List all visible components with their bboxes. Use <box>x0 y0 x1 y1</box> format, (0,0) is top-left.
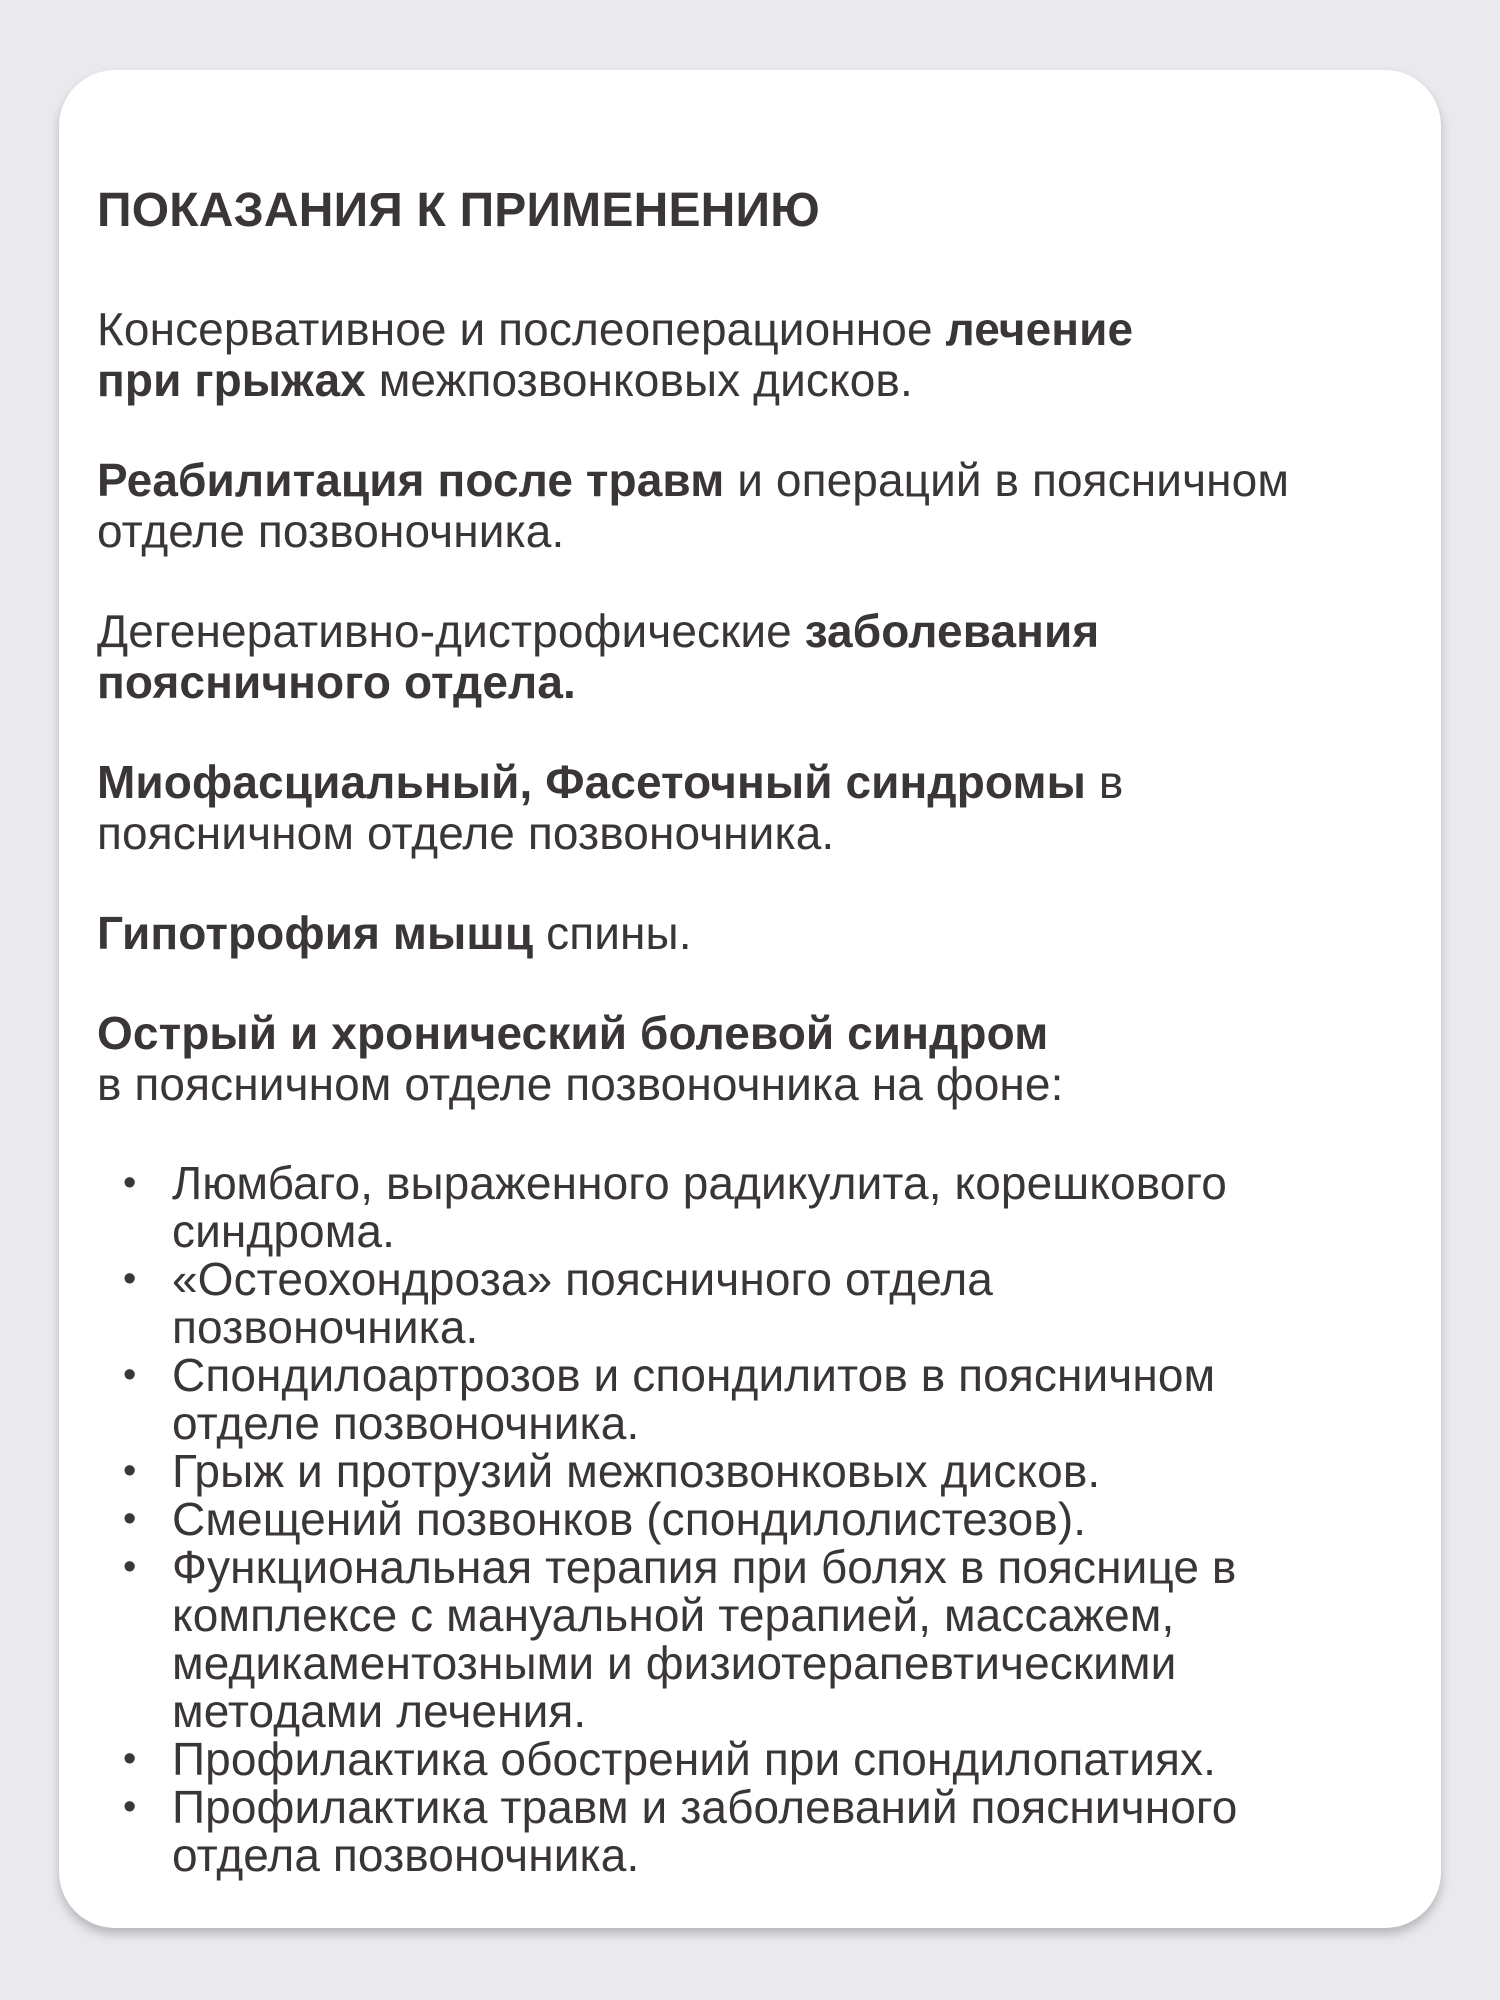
bullet-dot-icon: • <box>123 1738 137 1780</box>
bullet-text: отдела позвоночника. <box>172 1829 640 1881</box>
bullet-text: отделе позвоночника. <box>172 1397 640 1449</box>
indications-bullet-list <box>97 1159 1401 1879</box>
bullet-dot-icon: • <box>123 1786 137 1828</box>
indication-paragraph <box>97 757 1401 859</box>
bullet-dot-icon: • <box>123 1258 137 1300</box>
bullet-text: Функциональная терапия при болях в пояснице в <box>172 1541 1237 1593</box>
indication-paragraph <box>97 304 1401 406</box>
bullet-dot-icon: • <box>123 1546 137 1588</box>
bullet-item <box>97 1735 1401 1783</box>
bullet-item <box>97 1255 1401 1351</box>
bullet-item <box>97 1159 1401 1255</box>
paragraph-bold-text: при грыжах <box>97 354 366 406</box>
paragraph-text: поясничном отделе позвоночника. <box>97 807 835 859</box>
bullet-item <box>97 1351 1401 1447</box>
bullet-item <box>97 1783 1401 1879</box>
bullet-text: Грыж и протрузий межпозвонковых дисков. <box>172 1445 1101 1497</box>
indication-paragraph <box>97 1008 1401 1110</box>
paragraph-text: в <box>1086 756 1124 808</box>
paragraph-text: Консервативное и послеоперационное <box>97 303 946 355</box>
bullet-text: Смещений позвонков (спондилолистезов). <box>172 1493 1087 1545</box>
bullet-text: Спондилоартрозов и спондилитов в поясничном <box>172 1349 1216 1401</box>
paragraph-bold-text: Реабилитация после травм <box>97 454 725 506</box>
paragraph-text: межпозвонковых дисков. <box>365 354 913 406</box>
paragraph-bold-text: Острый и хронический болевой синдром <box>97 1007 1049 1059</box>
paragraph-text: в поясничном отделе позвоночника на фоне: <box>97 1058 1064 1110</box>
bullet-text: Профилактика обострений при спондилопатиях. <box>172 1733 1216 1785</box>
paragraph-text: отделе позвоночника. <box>97 505 565 557</box>
bullet-dot-icon: • <box>123 1450 137 1492</box>
bullet-item <box>97 1447 1401 1495</box>
paragraph-bold-text: лечение <box>945 303 1134 355</box>
bullet-dot-icon: • <box>123 1162 137 1204</box>
bullet-text: «Остеохондроза» поясничного отдела <box>172 1253 993 1305</box>
indication-paragraph <box>97 455 1401 557</box>
bullet-text: медикаментозными и физиотерапевтическими <box>172 1637 1177 1689</box>
bullet-dot-icon: • <box>123 1354 137 1396</box>
bullet-text: комплексе с мануальной терапией, массажем, <box>172 1589 1175 1641</box>
bullet-text: синдрома. <box>172 1205 395 1257</box>
bullet-item <box>97 1495 1401 1543</box>
paragraph-text: спины. <box>533 907 692 959</box>
paragraph-text: и операций в поясничном <box>724 454 1290 506</box>
indications-paragraphs <box>97 304 1401 1110</box>
bullet-text: позвоночника. <box>172 1301 479 1353</box>
bullet-item <box>97 1543 1401 1735</box>
indications-title: ПОКАЗАНИЯ К ПРИМЕНЕНИЮ <box>97 184 820 237</box>
paragraph-bold-text: поясничного отдела. <box>97 656 576 708</box>
paragraph-bold-text: Миофасциальный, Фасеточный синдромы <box>97 756 1087 808</box>
bullet-dot-icon: • <box>123 1498 137 1540</box>
bullet-text: Люмбаго, выраженного радикулита, корешкового <box>172 1157 1227 1209</box>
paragraph-bold-text: Гипотрофия мышц <box>97 907 534 959</box>
indication-paragraph <box>97 606 1401 708</box>
paragraph-bold-text: заболевания <box>804 605 1100 657</box>
paragraph-text: Дегенеративно-дистрофические <box>97 605 805 657</box>
indication-paragraph <box>97 908 1401 959</box>
bullet-text: методами лечения. <box>172 1685 587 1737</box>
bullet-text: Профилактика травм и заболеваний поясничного <box>172 1781 1238 1833</box>
indications-card <box>59 70 1441 1928</box>
